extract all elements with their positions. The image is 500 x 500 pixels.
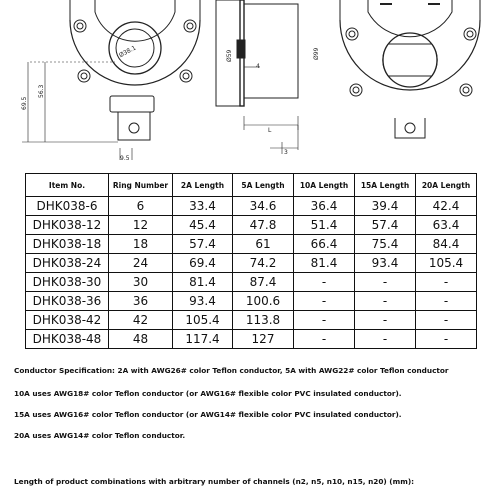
table-row [26,292,477,311]
cell-10a: - [294,273,355,292]
right-flange-view [340,0,480,138]
cell-item-no: DHK038-30 [26,273,109,292]
cell-10a: - [294,292,355,311]
table-row [26,311,477,330]
cell-5a: 100.6 [233,292,294,311]
cell-5a: 127 [233,330,294,349]
cell-20a: - [416,292,477,311]
cell-ring-number: 18 [109,235,173,254]
cell-ring-number: 36 [109,292,173,311]
cell-ring-number: 48 [109,330,173,349]
cell-ring-number: 12 [109,216,173,235]
cell-2a: 105.4 [173,311,233,330]
cell-2a: 57.4 [173,235,233,254]
dim-4: 4 [256,63,260,70]
cell-2a: 81.4 [173,273,233,292]
side-view [216,0,298,154]
dim-d99: Ø99 [313,47,320,60]
cell-10a: 66.4 [294,235,355,254]
cell-5a: 74.2 [233,254,294,273]
header-ring-number: Ring Number [109,174,173,197]
table-header-row [26,174,477,197]
dim-9-5: 9.5 [120,155,130,162]
table-row [26,273,477,292]
cell-2a: 33.4 [173,197,233,216]
header-10a-length: 10A Length [294,174,355,197]
cell-item-no: DHK038-12 [26,216,109,235]
note-10a: 10A uses AWG18# color Teflon conductor (or AWG16# flexible color PVC insulated conductor). [14,389,402,398]
cell-2a: 117.4 [173,330,233,349]
dim-l: L [268,127,272,134]
cell-15a: 57.4 [355,216,416,235]
dim-d59: Ø59 [226,49,233,62]
header-5a-length: 5A Length [233,174,294,197]
cell-20a: 42.4 [416,197,477,216]
cell-5a: 34.6 [233,197,294,216]
table-row [26,197,477,216]
cell-item-no: DHK038-36 [26,292,109,311]
cell-10a: 36.4 [294,197,355,216]
technical-drawing [0,0,500,170]
cell-20a: 63.4 [416,216,477,235]
cell-15a: - [355,273,416,292]
note-conductor-spec: Conductor Specification: 2A with AWG26# color Teflon conductor, 5A with AWG22# color Teflon conductor [14,366,449,375]
left-flange-view [22,0,200,160]
header-20a-length: 20A Length [416,174,477,197]
note-15a: 15A uses AWG16# color Teflon conductor (or AWG14# flexible color PVC insulated conductor). [14,410,402,419]
header-item-no: Item No. [26,174,109,197]
table-row [26,330,477,349]
cell-15a: - [355,311,416,330]
note-20a: 20A uses AWG14# color Teflon conductor. [14,431,186,440]
cell-ring-number: 24 [109,254,173,273]
cell-10a: - [294,311,355,330]
cell-item-no: DHK038-6 [26,197,109,216]
dim-d38: Ø38.1 [117,44,138,60]
cell-ring-number: 30 [109,273,173,292]
cell-20a: - [416,311,477,330]
cell-5a: 87.4 [233,273,294,292]
cell-5a: 113.8 [233,311,294,330]
cell-5a: 61 [233,235,294,254]
cell-10a: 81.4 [294,254,355,273]
cell-10a: 51.4 [294,216,355,235]
cell-15a: 39.4 [355,197,416,216]
cell-15a: - [355,292,416,311]
table-row [26,235,477,254]
cell-item-no: DHK038-18 [26,235,109,254]
note-length-combinations: Length of product combinations with arbitrary number of channels (n2, n5, n10, n15, n20) (mm): [14,477,415,486]
cell-10a: - [294,330,355,349]
table-row [26,254,477,273]
cell-ring-number: 6 [109,197,173,216]
cell-2a: 93.4 [173,292,233,311]
cell-item-no: DHK038-42 [26,311,109,330]
cell-2a: 45.4 [173,216,233,235]
header-2a-length: 2A Length [173,174,233,197]
table-row [26,216,477,235]
dim-56-3: 56.3 [38,84,45,98]
cell-ring-number: 42 [109,311,173,330]
cell-15a: - [355,330,416,349]
header-15a-length: 15A Length [355,174,416,197]
cell-2a: 69.4 [173,254,233,273]
cell-15a: 93.4 [355,254,416,273]
cell-20a: 105.4 [416,254,477,273]
spec-table [25,173,477,349]
cell-15a: 75.4 [355,235,416,254]
cell-20a: - [416,330,477,349]
cell-20a: 84.4 [416,235,477,254]
cell-item-no: DHK038-24 [26,254,109,273]
dim-3: 3 [284,149,288,156]
cell-item-no: DHK038-48 [26,330,109,349]
cell-5a: 47.8 [233,216,294,235]
dim-69-5: 69.5 [21,96,28,110]
cell-20a: - [416,273,477,292]
